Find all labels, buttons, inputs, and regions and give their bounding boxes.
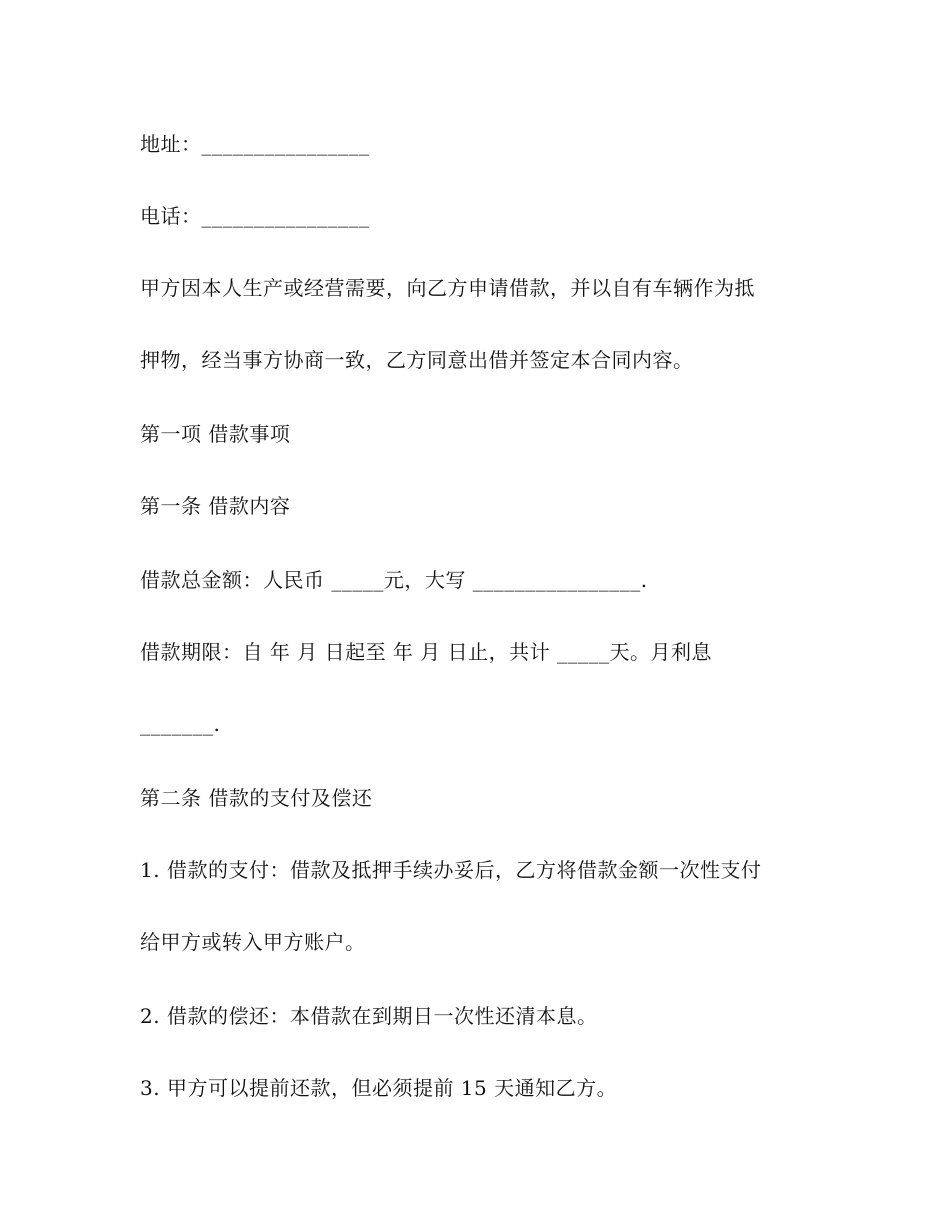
phone-line: 电话：________________	[140, 204, 370, 228]
clause-2: 2. 借款的偿还：本借款在到期日一次性还清本息。	[140, 1004, 598, 1028]
clause-3: 3. 甲方可以提前还款，但必须提前 15 天通知乙方。	[140, 1076, 618, 1100]
article-heading-1: 第一条 借款内容	[140, 494, 291, 518]
loan-amount-line: 借款总金额：人民币 _____元，大写 ________________.	[140, 568, 648, 592]
clause-1-line-1: 1. 借款的支付：借款及抵押手续办妥后，乙方将借款金额一次性支付	[140, 858, 762, 882]
paragraph-intro-line-1: 甲方因本人生产或经营需要，向乙方申请借款，并以自有车辆作为抵	[140, 276, 755, 300]
section-heading-1: 第一项 借款事项	[140, 422, 291, 446]
address-line: 地址：________________	[140, 132, 370, 156]
paragraph-intro-line-2: 押物，经当事方协商一致，乙方同意出借并签定本合同内容。	[140, 348, 694, 372]
monthly-interest-blank: _______.	[140, 712, 221, 736]
article-heading-2: 第二条 借款的支付及偿还	[140, 786, 373, 810]
loan-term-line: 借款期限：自 年 月 日起至 年 月 日止，共计 _____天。月利息	[140, 640, 713, 664]
clause-1-line-2: 给甲方或转入甲方账户。	[140, 930, 366, 954]
